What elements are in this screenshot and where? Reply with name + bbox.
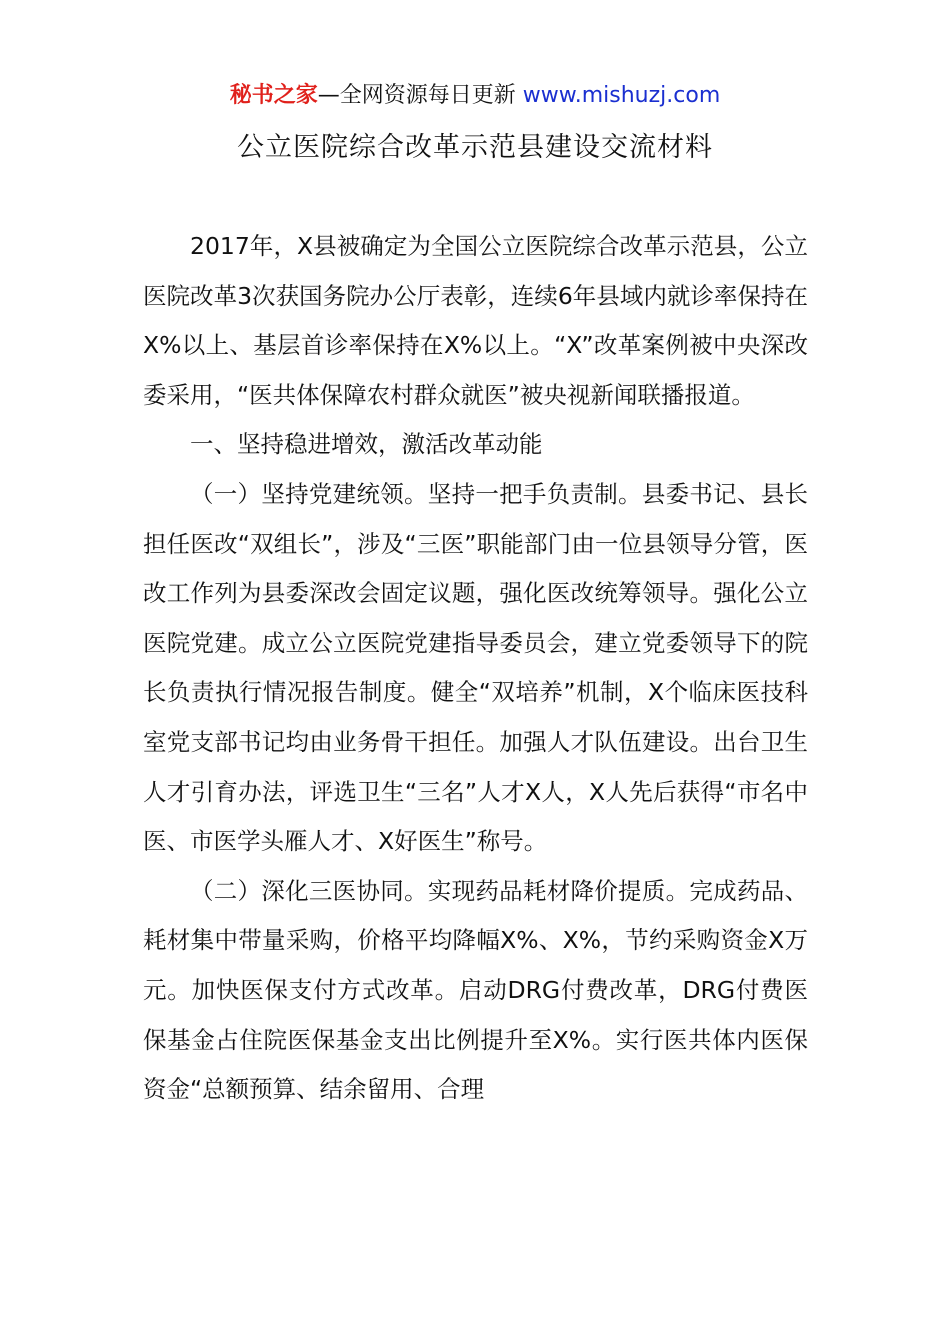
- section-heading: 一、坚持稳进增效，激活改革动能: [190, 430, 543, 459]
- header-tagline: —全网资源每日更新: [317, 83, 523, 108]
- intro-paragraph: 2017年，X县被确定为全国公立医院综合改革示范县，公立医院改革3次获国务院办公厅表彰，连续6年县域内就诊率保持在X%以上、基层首诊率保持在X%以上。“X”改革案例被中央深改委采用，“医共体保障农村群众就医”被央视新闻联播报道。: [143, 232, 808, 409]
- document-body: [143, 222, 808, 1115]
- site-url-link[interactable]: www.mishuzj.com: [522, 83, 721, 108]
- site-header: [0, 80, 950, 112]
- document-title: 公立医院综合改革示范县建设交流材料: [237, 132, 713, 163]
- body-paragraph: （一）坚持党建统领。坚持一把手负责制。县委书记、县长担任医改“双组长”，涉及“三医”职能部门由一位县领导分管，医改工作列为县委深改会固定议题，强化医改统筹领导。强化公立医院党建。成立公立医院党建指导委员会，建立党委领导下的院长负责执行情况报告制度。健全“双培养”机制，X个临床医技科室党支部书记均由业务骨干担任。加强人才队伍建设。出台卫生人才引育办法，评选卫生“三名”人才X人，X人先后获得“市名中医、市医学头雁人才、X好医生”称号。: [143, 479, 808, 856]
- body-paragraph: （二）深化三医协同。实现药品耗材降价提质。完成药品、耗材集中带量采购，价格平均降幅X%、X%，节约采购资金X万元。加快医保支付方式改革。启动DRG付费改革，DRG付费医保基金占住院医保基金支出比例提升至X%。实行医共体内医保资金“总额预算、结余留用、合理: [143, 876, 808, 1104]
- brand-name: 秘书之家: [229, 83, 318, 108]
